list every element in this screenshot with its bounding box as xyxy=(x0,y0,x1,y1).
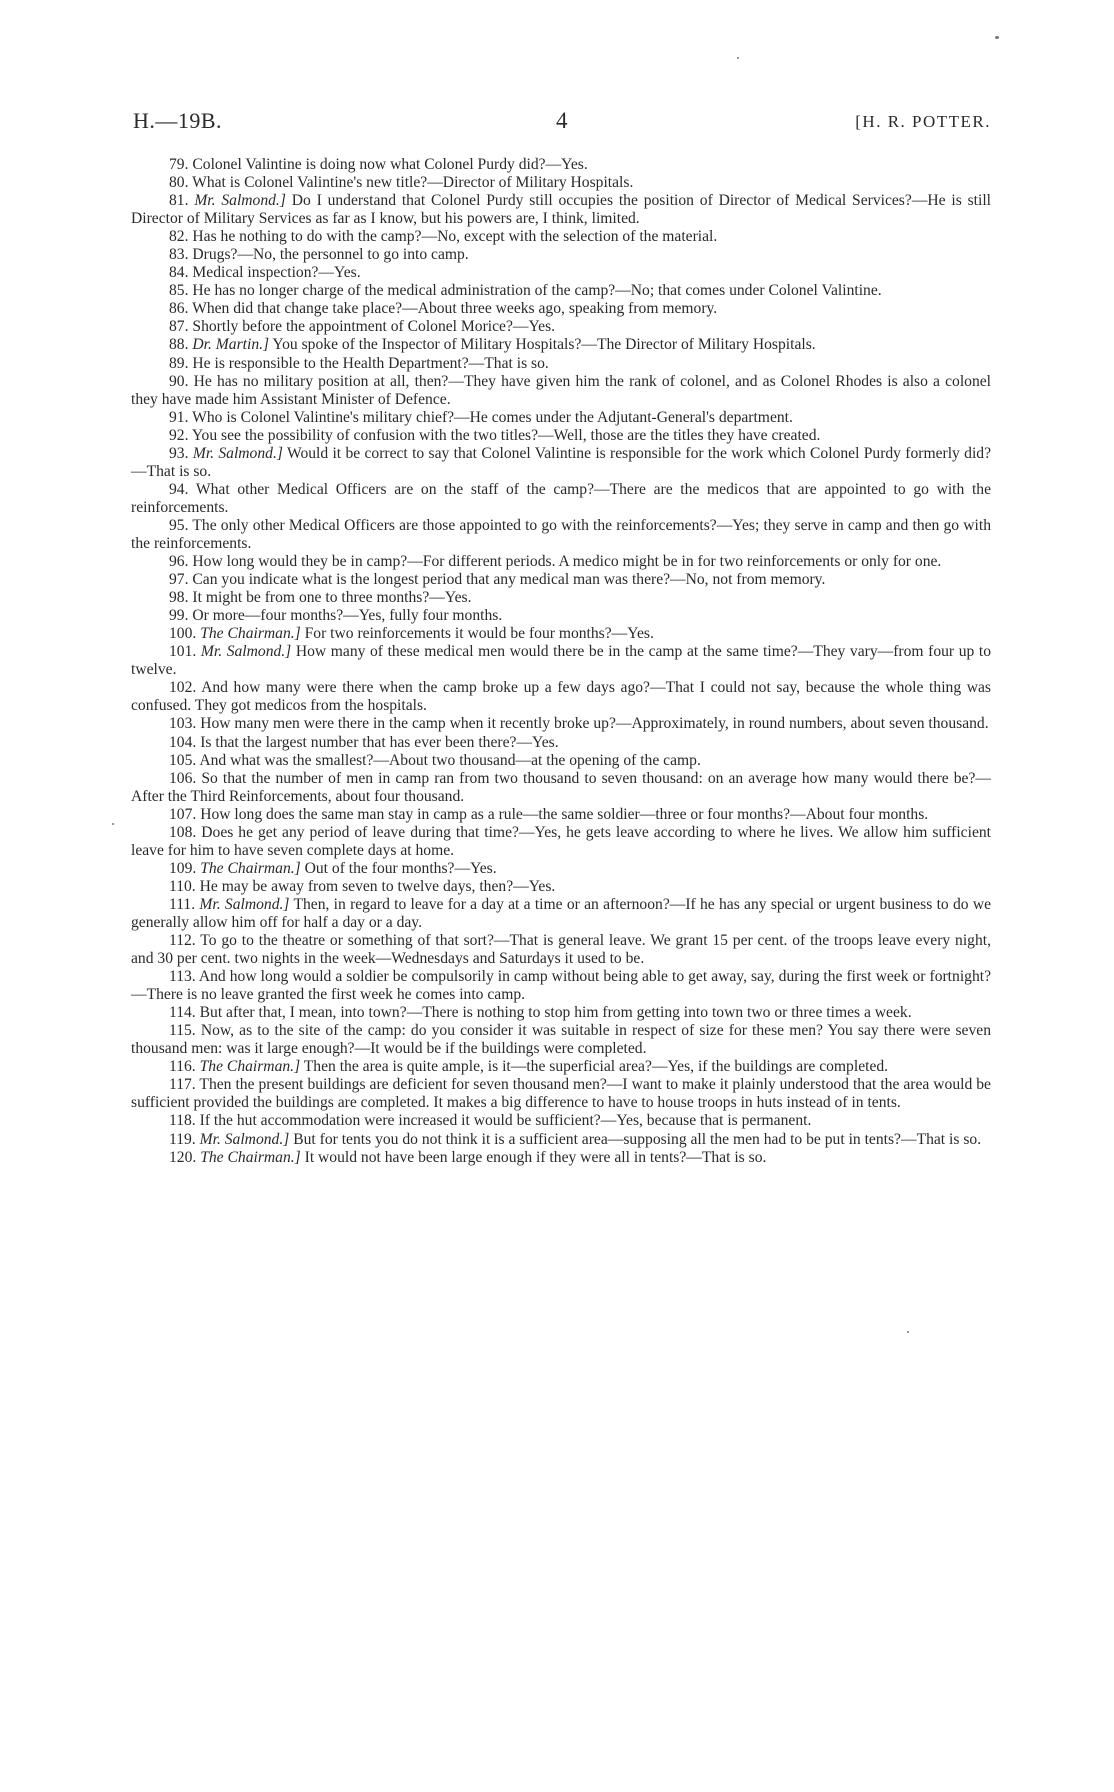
question-answer-text: Then the present buildings are deficient for seven thousand men?—I want to make it plainly understood that the area would be sufficient provided the buildings are completed. It makes a big difference to have to house troops in huts instead of in tents. xyxy=(131,1076,991,1112)
question-number: 91. xyxy=(169,408,189,426)
question-answer-paragraph xyxy=(131,625,991,643)
question-answer-paragraph xyxy=(131,481,991,517)
question-number: 92. xyxy=(169,426,189,444)
question-answer-text: It would not have been large enough if they were all in tents?—That is so. xyxy=(304,1148,767,1166)
question-answer-text: When did that change take place?—About three weeks ago, speaking from memory. xyxy=(192,300,718,318)
question-answer-text: What other Medical Officers are on the staff of the camp?—There are the medicos that are appointed to go with the reinforcements. xyxy=(131,480,992,516)
speaker-name: Mr. Salmond.] xyxy=(192,444,283,462)
question-answer-text: Does he get any period of leave during that time?—Yes, he gets leave according to where he lives. We allow him sufficient leave for him to have seven complete days at home. xyxy=(131,823,991,859)
document-reference: H.—19B. xyxy=(133,108,223,133)
question-number: 96. xyxy=(169,553,189,571)
question-number: 90. xyxy=(169,372,189,390)
scan-speck xyxy=(907,1331,909,1333)
speaker-name: Mr. Salmond.] xyxy=(199,1130,290,1148)
question-answer-text: You see the possibility of confusion with the two titles?—Well, those are the titles they have created. xyxy=(191,426,821,444)
question-answer-paragraph xyxy=(131,824,991,860)
question-number: 108. xyxy=(169,823,197,841)
question-answer-paragraph xyxy=(131,860,991,878)
speaker-name: Mr. Salmond.] xyxy=(200,643,292,661)
question-answer-paragraph xyxy=(131,246,991,264)
question-answer-text: But after that, I mean, into town?—There is nothing to stop him from getting into town two or three times a week. xyxy=(199,1004,912,1022)
question-number: 100. xyxy=(169,625,197,643)
question-answer-text: He may be away from seven to twelve days, then?—Yes. xyxy=(199,877,556,895)
question-answer-text: Colonel Valintine is doing now what Colonel Purdy did?—Yes. xyxy=(192,156,588,173)
question-answer-text: If the hut accommodation were increased it would be sufficient?—Yes, because that is permanent. xyxy=(199,1112,812,1130)
question-number: 112. xyxy=(169,932,196,950)
question-number: 105. xyxy=(169,751,197,769)
question-answer-paragraph xyxy=(131,1058,991,1076)
question-number: 115. xyxy=(169,1022,196,1040)
question-number: 110. xyxy=(169,877,196,895)
question-answer-paragraph xyxy=(131,318,991,336)
speaker-name: Mr. Salmond.] xyxy=(199,895,290,913)
question-number: 81. xyxy=(169,192,189,210)
question-number: 118. xyxy=(169,1112,196,1130)
page-number: 4 xyxy=(556,108,568,133)
question-answer-paragraph xyxy=(131,968,991,1004)
question-answer-text: Drugs?—No, the personnel to go into camp. xyxy=(192,246,469,264)
question-answer-paragraph xyxy=(131,355,991,373)
question-answer-text: He has no military position at all, then?—They have given him the rank of colonel, and as Colonel Rhodes is also a colonel they have made him Assistant Minister of Defence. xyxy=(131,372,992,408)
question-number: 86. xyxy=(169,300,189,318)
question-answer-paragraph xyxy=(131,1004,991,1022)
question-answer-paragraph xyxy=(131,734,991,752)
question-answer-paragraph xyxy=(131,932,991,968)
scan-speck xyxy=(112,823,114,825)
question-number: 117. xyxy=(169,1076,196,1094)
question-answer-text: How many men were there in the camp when it recently broke up?—Approximately, in round numbers, about seven thousand. xyxy=(200,715,989,733)
question-answer-text: Would it be correct to say that Colonel Valintine is responsible for the work which Colonel Purdy formerly did?—That is so. xyxy=(131,444,992,480)
question-answer-paragraph xyxy=(131,1022,991,1058)
question-answer-paragraph xyxy=(131,336,991,354)
question-answer-paragraph xyxy=(131,409,991,427)
question-answer-text: Medical inspection?—Yes. xyxy=(192,264,361,282)
question-answer-text: Who is Colonel Valintine's military chief?—He comes under the Adjutant-General's department. xyxy=(192,408,793,426)
question-number: 82. xyxy=(169,228,189,246)
question-number: 120. xyxy=(169,1148,197,1166)
question-answer-text: Has he nothing to do with the camp?—No, except with the selection of the material. xyxy=(192,228,718,246)
question-answer-paragraph xyxy=(131,228,991,246)
question-answer-text: So that the number of men in camp ran from two thousand to seven thousand: on an average how many would there be?—After the Third Reinforcements, about four thousand. xyxy=(131,769,991,805)
speaker-name: The Chairman.] xyxy=(200,859,301,877)
witness-name: [H. R. POTTER. xyxy=(855,112,991,131)
question-answer-text: The only other Medical Officers are those appointed to go with the reinforcements?—Yes; they serve in camp and then go with the reinforcements. xyxy=(131,516,991,552)
question-answer-text: Or more—four months?—Yes, fully four months. xyxy=(192,607,503,625)
question-answer-text: Out of the four months?—Yes. xyxy=(304,859,497,877)
question-answer-text: It might be from one to three months?—Yes. xyxy=(192,589,472,607)
question-number: 84. xyxy=(169,264,189,282)
question-number: 106. xyxy=(169,769,197,787)
question-answer-paragraph xyxy=(131,445,991,481)
question-answer-paragraph xyxy=(131,806,991,824)
question-answer-paragraph xyxy=(131,896,991,932)
question-answer-paragraph xyxy=(131,373,991,409)
question-answer-paragraph xyxy=(131,1076,991,1112)
question-answer-paragraph xyxy=(131,300,991,318)
question-number: 109. xyxy=(169,859,197,877)
question-number: 113. xyxy=(169,968,196,986)
question-answer-paragraph xyxy=(131,607,991,625)
question-number: 85. xyxy=(169,282,189,300)
question-number: 95. xyxy=(169,516,189,534)
question-answer-text: What is Colonel Valintine's new title?—Director of Military Hospitals. xyxy=(192,174,634,192)
question-answer-paragraph xyxy=(131,1149,991,1167)
question-answer-paragraph xyxy=(131,571,991,589)
question-answer-paragraph xyxy=(131,553,991,571)
question-answer-text: Now, as to the site of the camp: do you consider it was suitable in respect of size for these men? You say there were seven thousand men: was it large enough?—It would be if the buildings were completed. xyxy=(131,1022,991,1058)
question-number: 103. xyxy=(169,715,197,733)
question-number: 94. xyxy=(169,480,189,498)
question-answer-paragraph xyxy=(131,715,991,733)
question-number: 93. xyxy=(169,444,189,462)
question-number: 107. xyxy=(169,805,197,823)
question-number: 119. xyxy=(169,1130,196,1148)
question-answer-paragraph xyxy=(131,427,991,445)
question-answer-text: And how many were there when the camp broke up a few days ago?—That I could not say, because the whole thing was confused. They got medicos from the hospitals. xyxy=(131,679,991,715)
question-answer-text: He has no longer charge of the medical administration of the camp?—No; that comes under Colonel Valintine. xyxy=(192,282,882,300)
page-header xyxy=(133,108,991,138)
question-number: 83. xyxy=(169,246,189,264)
question-answer-text: Then the area is quite ample, is it—the superficial area?—Yes, if the buildings are completed. xyxy=(303,1058,889,1076)
question-answer-paragraph xyxy=(131,174,991,192)
question-number: 116. xyxy=(169,1058,196,1076)
question-answer-text: How long would they be in camp?—For different periods. A medico might be in for two reinforcements or only for one. xyxy=(192,553,942,571)
question-answer-paragraph xyxy=(131,679,991,715)
speaker-name: The Chairman.] xyxy=(200,625,301,643)
question-answer-text: You spoke of the Inspector of Military Hospitals?—The Director of Military Hospitals. xyxy=(272,336,816,354)
speaker-name: Dr. Martin.] xyxy=(192,336,270,354)
question-number: 111. xyxy=(169,895,196,913)
question-answer-text: How long does the same man stay in camp as a rule—the same soldier—three or four months?—About four months. xyxy=(200,805,929,823)
speaker-name: Mr. Salmond.] xyxy=(194,192,286,210)
question-answer-paragraph xyxy=(131,156,991,174)
question-number: 101. xyxy=(169,643,197,661)
scan-speck xyxy=(995,36,999,39)
question-number: 104. xyxy=(169,733,197,751)
question-answer-paragraph xyxy=(131,192,991,228)
question-answer-text: How many of these medical men would there be in the camp at the same time?—They vary—from four up to twelve. xyxy=(131,643,992,679)
question-answer-text: But for tents you do not think it is a sufficient area—supposing all the men had to be put in tents?—That is so. xyxy=(293,1130,982,1148)
question-answer-text: And how long would a soldier be compulsorily in camp without being able to get away, say, during the first week or fortnight?—There is no leave granted the first week he comes into camp. xyxy=(131,968,991,1004)
question-answer-paragraph xyxy=(131,1131,991,1149)
question-number: 88. xyxy=(169,336,189,354)
question-answer-paragraph xyxy=(131,1112,991,1130)
question-answer-text: Can you indicate what is the longest period that any medical man was there?—No, not from memory. xyxy=(192,571,826,589)
question-answer-text: For two reinforcements it would be four months?—Yes. xyxy=(304,625,654,643)
question-number: 79. xyxy=(169,156,189,173)
question-number: 114. xyxy=(169,1004,196,1022)
speaker-name: The Chairman.] xyxy=(199,1058,301,1076)
question-number: 98. xyxy=(169,589,189,607)
question-number: 89. xyxy=(169,354,189,372)
question-answer-text: Shortly before the appointment of Colonel Morice?—Yes. xyxy=(192,318,556,336)
question-answer-text: Do I understand that Colonel Purdy still occupies the position of Director of Medical Services?—He is still Director of Military Services as far as I know, but his powers are, I think, limited. xyxy=(131,192,991,228)
evidence-transcript xyxy=(131,156,991,1167)
question-number: 99. xyxy=(169,607,189,625)
question-answer-paragraph xyxy=(131,517,991,553)
question-answer-paragraph xyxy=(131,643,991,679)
question-answer-text: Then, in regard to leave for a day at a time or an afternoon?—If he has any special or urgent business to do we generally allow him off for half a day or a day. xyxy=(131,895,992,931)
question-answer-paragraph xyxy=(131,264,991,282)
question-answer-paragraph xyxy=(131,752,991,770)
question-answer-text: To go to the theatre or something of that sort?—That is general leave. We grant 15 per cent. of the troops leave every night, and 30 per cent. two nights in the week—Wednesdays and Saturdays it used to be. xyxy=(131,932,991,968)
question-number: 102. xyxy=(169,679,197,697)
question-answer-text: Is that the largest number that has ever been there?—Yes. xyxy=(200,733,559,751)
question-number: 80. xyxy=(169,174,189,192)
scan-speck xyxy=(737,57,739,59)
speaker-name: The Chairman.] xyxy=(200,1148,301,1166)
question-answer-text: He is responsible to the Health Department?—That is so. xyxy=(192,354,549,372)
question-answer-paragraph xyxy=(131,770,991,806)
question-number: 87. xyxy=(169,318,189,336)
question-number: 97. xyxy=(169,571,189,589)
question-answer-paragraph xyxy=(131,589,991,607)
question-answer-text: And what was the smallest?—About two thousand—at the opening of the camp. xyxy=(199,751,701,769)
question-answer-paragraph xyxy=(131,282,991,300)
question-answer-paragraph xyxy=(131,878,991,896)
